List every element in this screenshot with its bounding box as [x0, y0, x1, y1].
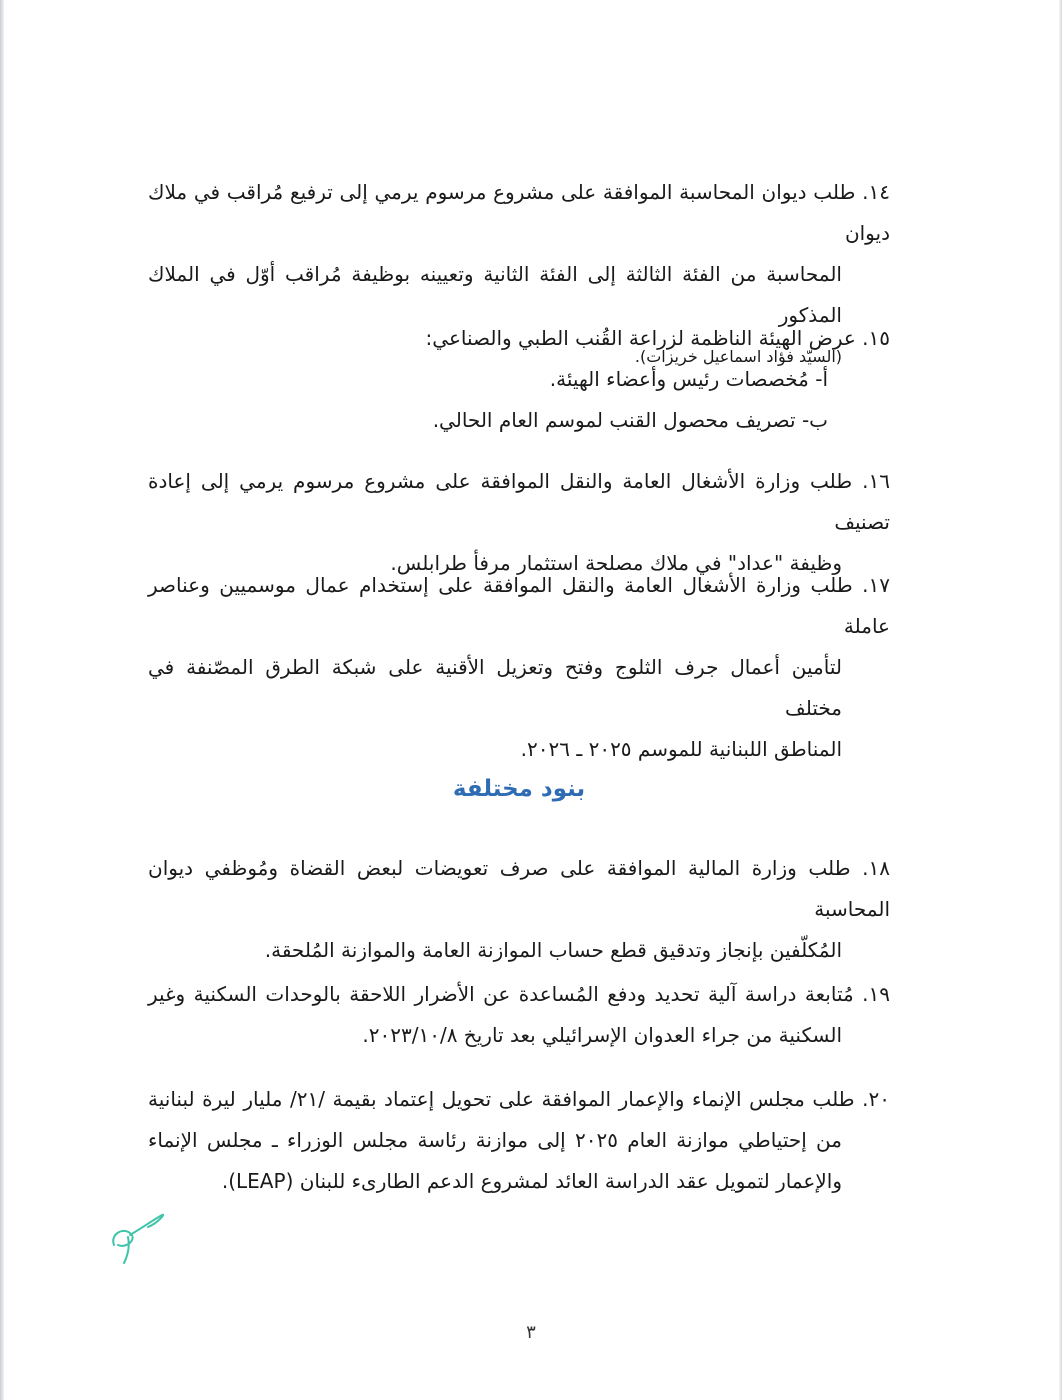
item-line: ١٨. طلب وزارة المالية الموافقة على صرف تعويضات لبعض القضاة ومُوظفي ديوان المحاسبة — [148, 856, 890, 921]
document-page — [148, 0, 890, 1400]
handwritten-signature — [100, 1205, 180, 1265]
item-number: ١٨. — [862, 856, 890, 880]
agenda-item-18 — [148, 848, 890, 971]
agenda-item-19 — [148, 974, 890, 1056]
item-number: ١٥. — [862, 326, 890, 350]
item-line: ١٦. طلب وزارة الأشغال العامة والنقل الموافقة على مشروع مرسوم يرمي إلى إعادة تصنيف — [148, 469, 891, 534]
item-note: (السيّد فؤاد اسماعيل خريزات). — [634, 347, 842, 366]
agenda-item-20 — [148, 1079, 890, 1202]
item-number: ١٤. — [862, 180, 891, 204]
item-line: ٢٠. طلب مجلس الإنماء والإعمار الموافقة على تحويل إعتماد بقيمة /٢١/ مليار ليرة لبنانية — [148, 1087, 891, 1111]
agenda-item-15 — [148, 318, 890, 441]
item-line: المناطق اللبنانية للموسم ٢٠٢٥ ـ ٢٠٢٦. — [520, 737, 842, 761]
item-line: السكنية من جراء العدوان الإسرائيلي بعد تاريخ ٢٠٢٣/١٠/٨. — [362, 1023, 842, 1047]
item-line: وظيفة "عداد" في ملاك مصلحة استثمار مرفأ طرابلس. — [390, 551, 842, 575]
item-number: ١٩. — [862, 982, 891, 1006]
item-line: ١٧. طلب وزارة الأشغال العامة والنقل الموافقة على إستخدام عمال موسميين وعناصر عاملة — [148, 573, 890, 638]
item-line: ١٤. طلب ديوان المحاسبة الموافقة على مشروع مرسوم يرمي إلى ترفيع مُراقب في ملاك ديوان — [148, 180, 891, 245]
page-edge-left — [0, 0, 4, 1400]
sub-item-b: ب- تصريف محصول القنب لموسم العام الحالي. — [432, 408, 828, 432]
sub-item-a: أ- مُخصصات رئيس وأعضاء الهيئة. — [549, 367, 828, 391]
agenda-item-17 — [148, 565, 890, 770]
item-number: ١٦. — [862, 469, 891, 493]
item-line: ١٩. مُتابعة دراسة آلية تحديد ودفع المُساعدة عن الأضرار اللاحقة بالوحدات السكنية وغير — [148, 982, 891, 1006]
item-line: ١٥. عرض الهيئة الناظمة لزراعة القُنب الطبي والصناعي: — [425, 326, 890, 350]
section-heading: بنود مختلفة — [452, 776, 586, 802]
page-number: ٣ — [526, 1322, 536, 1343]
item-line: المحاسبة من الفئة الثالثة إلى الفئة الثانية وتعيينه بوظيفة مُراقب أوّل في الملاك المذكور — [148, 262, 842, 327]
item-number: ١٧. — [862, 573, 890, 597]
item-line: المُكلّفين بإنجاز وتدقيق قطع حساب الموازنة العامة والموازنة المُلحقة. — [264, 938, 842, 962]
item-number: ٢٠. — [862, 1087, 891, 1111]
item-line: والإعمار لتمويل عقد الدراسة العائد لمشروع الدعم الطارىء للبنان (LEAP). — [221, 1169, 842, 1193]
item-line: من إحتياطي موازنة العام ٢٠٢٥ إلى موازنة رئاسة مجلس الوزراء ـ مجلس الإنماء — [148, 1128, 842, 1152]
item-line: لتأمين أعمال جرف الثلوج وفتح وتعزيل الأقنية على شبكة الطرق المصّنفة في مختلف — [148, 655, 842, 720]
